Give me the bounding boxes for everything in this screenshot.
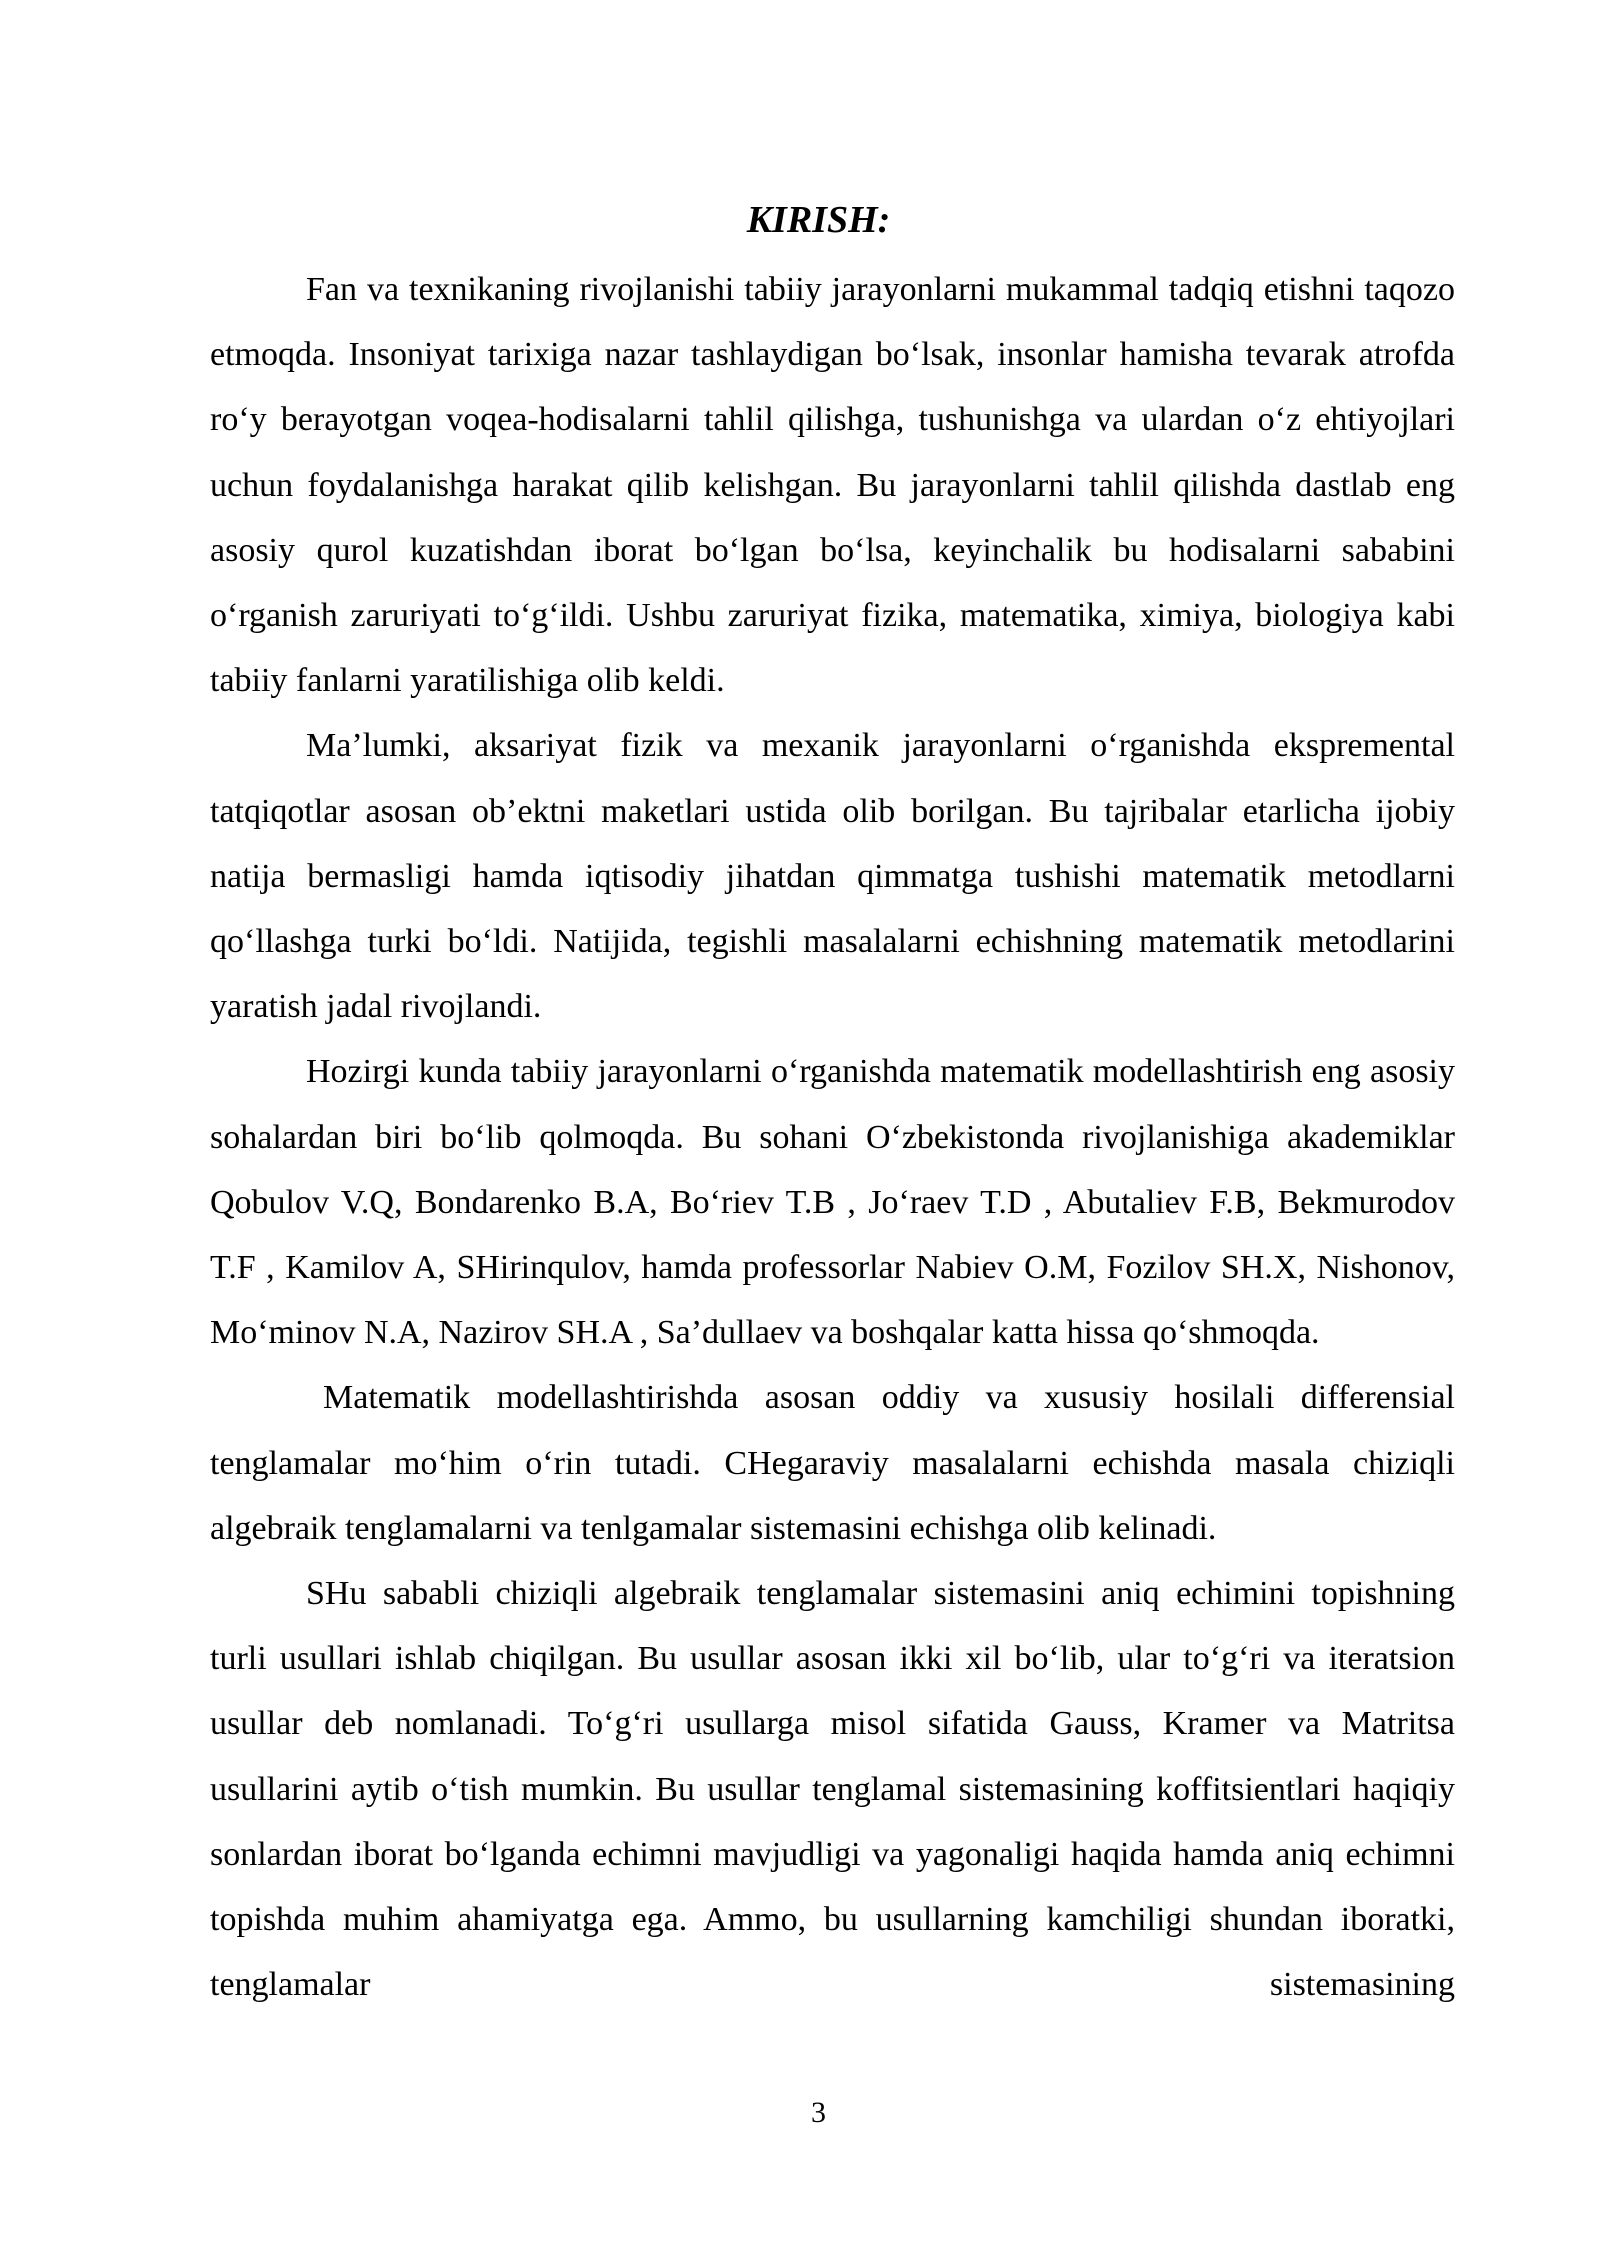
paragraph-mathematical-modelling: Hozirgi kunda tabiiy jarayonlarni o‘rganishda matematik modellashtirish eng asosiy sohalardan biri bo‘lib qolmoqda. Bu sohani O‘zbekistonda rivojlanishiga akademiklar Qobulov V.Q, Bondarenko B.A, Bo‘riev T.B , Jo‘raev T.D , Abutaliev F.B, Bekmurodov T.F , Kamilov A, SHirinqulov, hamda professorlar Nabiev O.M, Fozilov SH.X, Nishonov, Mo‘minov N.A, Nazirov SH.A , Sa’dullaev va boshqalar katta hissa qo‘shmoqda.: [210, 1053, 1455, 1352]
paragraph-introduction: Fan va texnikaning rivojlanishi tabiiy jarayonlarni mukammal tadqiq etishni taqozo etmoqda. Insoniyat tarixiga nazar tashlaydigan bo‘lsak, insonlar hamisha tevarak atrofda ro‘y berayotgan voqea-hodisalarni tahlil qilishga, tushunishga va ulardan o‘z ehtiyojlari uchun foydalanishga harakat qilib kelishgan. Bu jarayonlarni tahlil qilishda dastlab eng asosiy qurol kuzatishdan iborat bo‘lgan bo‘lsa, keyinchalik bu hodisalarni sababini o‘rganish zaruriyati to‘g‘ildi. Ushbu zaruriyat fizika, matematika, ximiya, biologiya kabi tabiiy fanlarni yaratilishiga olib keldi.: [210, 271, 1455, 700]
document-body: [210, 257, 1455, 2017]
paragraph-solution-methods: SHu sababli chiziqli algebraik tenglamalar sistemasini aniq echimini topishning turli usullari ishlab chiqilgan. Bu usullar asosan ikki xil bo‘lib, ular to‘g‘ri va iteratsion usullar deb nomlanadi. To‘g‘ri usullarga misol sifatida Gauss, Kramer va Matritsa usullarini aytib o‘tish mumkin. Bu usullar tenglamal sistemasining koffitsientlari haqiqiy sonlardan iborat bo‘lganda echimni mavjudligi va yagonaligi haqida hamda aniq echimni topishda muhim ahamiyatga ega. Ammo, bu usullarning kamchiligi shundan iboratki, tenglamalar sistemasining: [210, 1575, 1455, 2004]
page-title: KIRISH:: [746, 199, 891, 241]
page-number: 3: [811, 2096, 826, 2129]
paragraph-experimental-methods: Ma’lumki, aksariyat fizik va mexanik jarayonlarni o‘rganishda ekspremental tatqiqotlar asosan ob’ektni maketlari ustida olib borilgan. Bu tajribalar etarlicha ijobiy natija bermasligi hamda iqtisodiy jihatdan qimmatga tushishi matematik metodlarni qo‘llashga turki bo‘ldi. Natijida, tegishli masalalarni echishning matematik metodlarini yaratish jadal rivojlandi.: [210, 727, 1455, 1026]
paragraph-differential-equations: Matematik modellashtirishda asosan oddiy va xususiy hosilali differensial tenglamalar mo‘him o‘rin tutadi. CHegaraviy masalalarni echishda masala chiziqli algebraik tenglamalarni va tenlgamalar sistemasini echishga olib kelinadi.: [210, 1379, 1455, 1547]
